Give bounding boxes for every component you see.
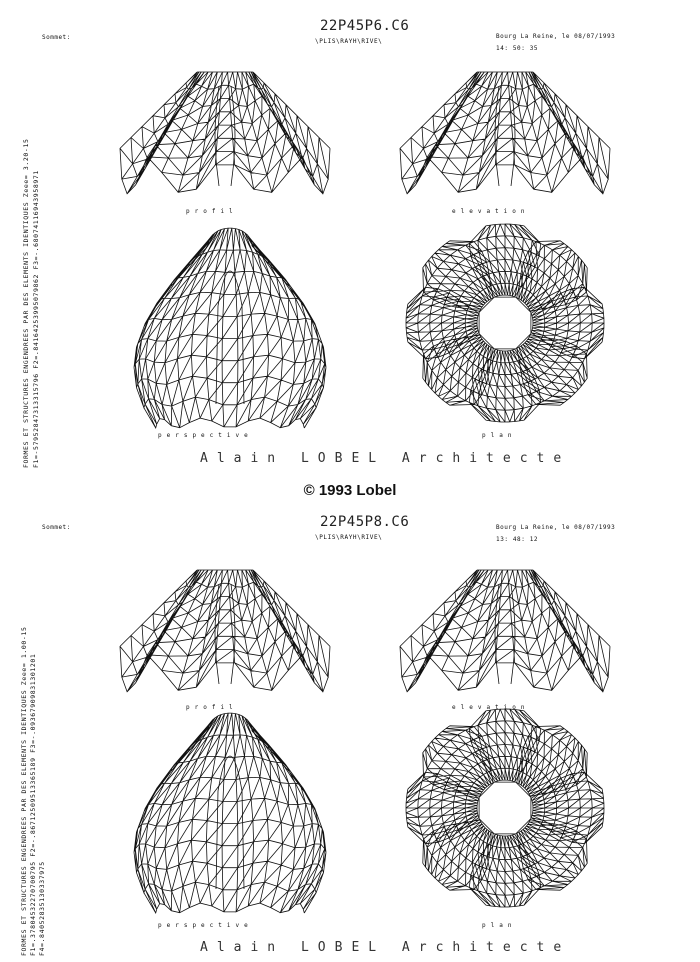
perspective-view — [130, 723, 330, 913]
side-caption-line-1: FORMES ET STRUCTURES ENGENDREES PAR DES ELEMENTS IDENTIQUES Zeee= 1.00-15 — [20, 626, 28, 956]
footer-architect: Alain LOBEL Architecte — [200, 451, 571, 466]
central-arch — [216, 271, 244, 404]
side-caption-line-2: F1=.37804532270700795 F2=-.86712509513365189 F3=-.09367909831301201 — [29, 653, 37, 956]
drawing-path: \PLIS\RAYH\RIVE\ — [315, 534, 383, 541]
wireframe-mesh — [134, 713, 326, 913]
central-octagon — [479, 782, 531, 834]
central-arch — [216, 756, 244, 889]
drawing-time: 13: 48: 12 — [496, 536, 539, 543]
central-arch — [215, 86, 235, 186]
perspective-view — [130, 238, 330, 428]
sommet-label: Sommet: — [42, 524, 71, 531]
wireframe-mesh — [400, 570, 610, 692]
profil-view — [110, 558, 340, 708]
wireframe-mesh — [120, 72, 330, 194]
profil-view — [110, 60, 340, 210]
footer-architect: Alain LOBEL Architecte — [200, 940, 571, 955]
sommet-label: Sommet: — [42, 34, 71, 41]
label-profil: profil — [186, 704, 238, 711]
drawing-sheet-1 — [0, 0, 700, 478]
label-perspective: perspective — [158, 432, 253, 439]
side-caption — [16, 508, 56, 962]
copyright-notice: © 1993 Lobel — [303, 482, 397, 499]
drawing-sheet-2 — [0, 508, 700, 962]
elevation-view — [390, 60, 620, 210]
wireframe-mesh — [120, 570, 330, 692]
elevation-view — [390, 558, 620, 708]
wireframe-mesh — [134, 228, 326, 428]
side-caption-line-3: F4=.84052835130337975 — [38, 861, 46, 956]
label-elevation: elevation — [452, 208, 530, 215]
label-elevation: elevation — [452, 704, 530, 711]
plan-view — [395, 218, 615, 428]
side-caption — [16, 0, 56, 478]
label-profil: profil — [186, 208, 238, 215]
label-plan: plan — [482, 432, 517, 439]
side-caption-line-1: FORMES ET STRUCTURES ENGENDREES PAR DES ELEMENTS IDENTIQUES Zeee= 3.20-15 — [22, 138, 30, 468]
central-arch — [495, 584, 515, 684]
place-date: Bourg La Reine, le 08/07/1993 — [496, 524, 616, 531]
label-perspective: perspective — [158, 922, 253, 929]
place-date: Bourg La Reine, le 08/07/1993 — [496, 33, 616, 40]
central-arch — [495, 86, 515, 186]
plan-view — [395, 703, 615, 913]
drawing-path: \PLIS\RAYH\RIVE\ — [315, 38, 383, 45]
central-octagon — [479, 297, 531, 349]
drawing-time: 14: 50: 35 — [496, 45, 539, 52]
wireframe-mesh — [400, 72, 610, 194]
drawing-title: 22P45P6.C6 — [320, 18, 410, 34]
label-plan: plan — [482, 922, 517, 929]
central-arch — [215, 584, 235, 684]
side-caption-line-2: F1=-57952847313315796 F2=.84164253995079862 F3=-.68074116943958971 — [32, 170, 40, 468]
drawing-title: 22P45P8.C6 — [320, 514, 410, 530]
